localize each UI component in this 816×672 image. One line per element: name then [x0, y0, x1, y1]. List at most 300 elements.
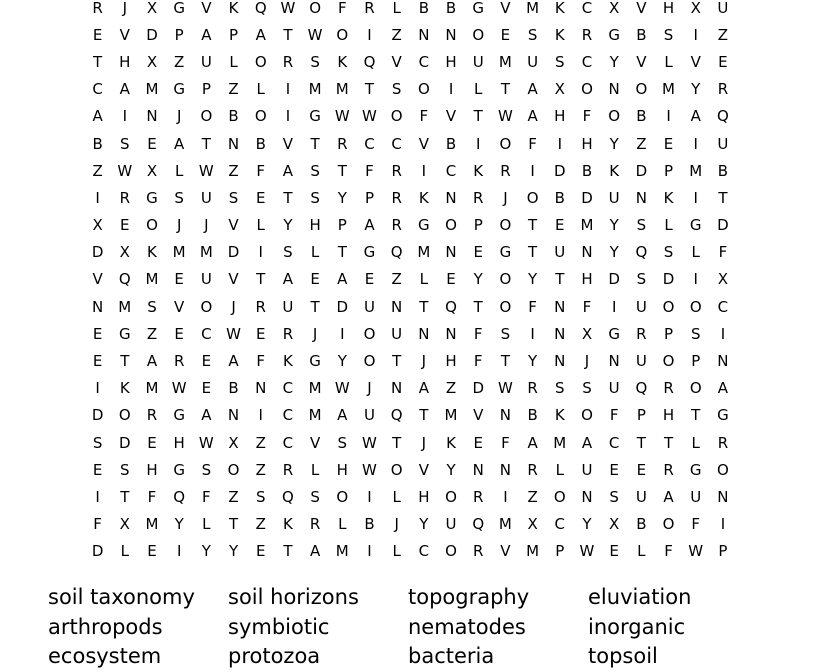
grid-row [84, 130, 740, 157]
grid-letter: V [119, 25, 130, 44]
grid-letter: U [581, 460, 593, 479]
grid-letter: C [445, 161, 457, 180]
grid-letter: T [283, 542, 293, 561]
grid-letter: S [690, 324, 701, 343]
grid-letter: X [609, 0, 620, 17]
grid-letter: M [145, 515, 159, 534]
grid-letter: Z [174, 52, 185, 71]
grid-letter: Z [391, 270, 402, 289]
grid-letter: O [309, 0, 321, 17]
grid-letter: V [309, 433, 321, 452]
grid-letter: V [690, 52, 701, 71]
word-bank-item: inorganic [588, 614, 686, 639]
grid-letter: V [636, 0, 647, 17]
grid-letter: I [666, 107, 671, 126]
grid-letter: S [663, 243, 674, 262]
grid-letter: I [95, 487, 100, 506]
grid-letter: F [501, 433, 510, 452]
grid-letter: S [527, 25, 538, 44]
grid-letter: S [636, 216, 647, 235]
grid-letter: F [528, 134, 537, 153]
grid-letter: X [119, 243, 130, 262]
grid-letter: X [554, 80, 565, 99]
grid-letter: I [693, 188, 698, 207]
grid-letter: B [717, 161, 729, 180]
grid-letter: K [663, 188, 674, 207]
grid-letter: N [717, 352, 729, 371]
grid-row [84, 456, 740, 483]
grid-letter: E [555, 216, 565, 235]
grid-letter: S [609, 487, 619, 506]
grid-letter: W [171, 379, 187, 398]
grid-letter: E [174, 324, 184, 343]
grid-letter: L [338, 515, 347, 534]
grid-letter: N [499, 406, 512, 425]
grid-letter: A [663, 487, 674, 506]
grid-letter: L [664, 216, 673, 235]
grid-letter: V [418, 134, 429, 153]
grid-letter: F [664, 542, 673, 561]
grid-letter: O [553, 487, 566, 506]
grid-letter: F [609, 406, 619, 425]
grid-letter: B [554, 188, 565, 207]
grid-row [84, 293, 740, 320]
grid-letter: P [664, 324, 674, 343]
grid-letter: A [92, 107, 103, 126]
grid-letter: K [337, 52, 348, 71]
grid-letter: H [119, 52, 131, 71]
grid-row [84, 103, 740, 130]
grid-letter: J [421, 352, 427, 371]
grid-letter: I [421, 161, 427, 180]
grid-letter: D [662, 270, 675, 289]
grid-letter: D [554, 161, 566, 180]
grid-letter: Q [254, 0, 267, 17]
grid-letter: L [691, 243, 700, 262]
grid-letter: S [310, 52, 320, 71]
grid-letter: I [285, 107, 291, 126]
grid-letter: G [608, 324, 620, 343]
grid-letter: W [117, 161, 133, 180]
grid-letter: M [444, 406, 458, 425]
grid-letter: R [473, 487, 484, 506]
grid-letter: E [255, 188, 266, 207]
grid-letter: T [500, 352, 510, 371]
grid-letter: F [718, 243, 728, 262]
grid-letter: K [147, 243, 157, 262]
grid-letter: T [256, 270, 266, 289]
grid-letter: Y [174, 515, 184, 534]
word-bank-item: bacteria [408, 644, 495, 668]
grid-letter: H [662, 406, 675, 425]
grid-letter: T [718, 188, 728, 207]
grid-letter: O [227, 460, 240, 479]
grid-letter: I [448, 80, 454, 99]
grid-letter: G [118, 324, 131, 343]
grid-letter: W [198, 161, 214, 180]
grid-letter: U [717, 0, 729, 17]
grid-letter: O [581, 80, 593, 99]
grid-letter: L [174, 161, 184, 180]
grid-letter: N [608, 352, 620, 371]
grid-letter: Q [173, 487, 186, 506]
grid-letter: K [446, 433, 456, 452]
grid-letter: R [173, 352, 185, 371]
grid-letter: S [310, 161, 320, 180]
grid-letter: H [336, 460, 348, 479]
grid-letter: O [336, 487, 349, 506]
grid-letter: G [689, 216, 702, 235]
grid-row [84, 21, 740, 48]
grid-letter: N [499, 460, 512, 479]
grid-letter: S [120, 134, 130, 153]
grid-letter: H [581, 270, 593, 289]
grid-letter: M [662, 80, 675, 99]
grid-letter: O [499, 134, 512, 153]
grid-letter: K [554, 0, 565, 17]
grid-letter: L [419, 270, 429, 289]
grid-letter: R [527, 460, 538, 479]
grid-letter: N [445, 243, 457, 262]
grid-letter: M [145, 379, 159, 398]
grid-letter: X [119, 515, 130, 534]
grid-letter: J [312, 324, 318, 343]
grid-letter: I [176, 542, 182, 561]
grid-letter: H [309, 216, 321, 235]
grid-letter: C [201, 324, 212, 343]
grid-letter: F [691, 515, 701, 534]
grid-letter: L [229, 52, 238, 71]
grid-letter: R [717, 80, 729, 99]
grid-letter: R [282, 460, 294, 479]
grid-letter: X [581, 324, 593, 343]
grid-letter: M [498, 52, 512, 71]
grid-letter: A [309, 542, 321, 561]
grid-letter: V [636, 52, 647, 71]
grid-letter: T [283, 25, 293, 44]
grid-letter: I [557, 134, 562, 153]
grid-letter: E [147, 134, 157, 153]
grid-letter: K [554, 25, 565, 44]
grid-letter: A [146, 352, 158, 371]
grid-letter: R [337, 134, 348, 153]
grid-letter: I [258, 243, 263, 262]
word-bank-item: soil taxonomy [48, 585, 195, 609]
grid-letter: A [337, 270, 348, 289]
grid-letter: T [528, 243, 538, 262]
grid-letter: B [255, 134, 266, 153]
grid-letter: O [445, 542, 457, 561]
grid-letter: N [445, 188, 457, 207]
grid-letter: O [390, 460, 403, 479]
grid-letter: G [173, 406, 185, 425]
grid-letter: E [718, 52, 728, 71]
grid-letter: W [307, 25, 323, 44]
grid-letter: T [419, 406, 429, 425]
grid-letter: N [91, 297, 104, 316]
grid-letter: A [282, 270, 294, 289]
grid-letter: T [93, 52, 103, 71]
grid-letter: I [340, 324, 345, 343]
grid-letter: R [473, 188, 484, 207]
grid-letter: O [363, 352, 376, 371]
grid-letter: R [282, 52, 294, 71]
grid-letter: D [91, 406, 104, 425]
grid-letter: N [146, 107, 158, 126]
grid-letter: J [176, 216, 182, 235]
grid-letter: Z [228, 161, 239, 180]
grid-letter: R [309, 515, 321, 534]
grid-letter: N [227, 406, 240, 425]
grid-row [84, 266, 740, 293]
grid-letter: R [364, 0, 375, 17]
grid-letter: U [635, 352, 647, 371]
grid-letter: O [445, 216, 457, 235]
grid-letter: O [118, 406, 131, 425]
grid-letter: M [308, 379, 322, 398]
grid-letter: C [418, 52, 430, 71]
grid-letter: A [337, 406, 348, 425]
grid-letter: I [693, 134, 698, 153]
grid-letter: M [580, 216, 594, 235]
grid-letter: V [391, 52, 402, 71]
grid-letter: N [391, 297, 403, 316]
word-bank-item: soil horizons [228, 585, 359, 609]
grid-letter: Y [609, 52, 619, 71]
grid-letter: M [498, 515, 512, 534]
grid-letter: C [282, 406, 294, 425]
grid-letter: T [228, 515, 239, 534]
grid-letter: T [392, 352, 402, 371]
grid-row [84, 212, 740, 239]
grid-letter: E [255, 542, 266, 561]
grid-letter: I [503, 487, 508, 506]
grid-letter: K [473, 161, 484, 180]
grid-letter: V [445, 107, 457, 126]
grid-letter: O [254, 52, 267, 71]
grid-letter: V [228, 270, 239, 289]
grid-letter: M [417, 243, 431, 262]
grid-letter: I [95, 188, 100, 207]
grid-letter: H [554, 107, 566, 126]
grid-letter: A [174, 134, 185, 153]
grid-letter: X [717, 270, 729, 289]
grid-letter: L [555, 460, 564, 479]
grid-letter: S [636, 270, 647, 289]
grid-letter: R [500, 161, 511, 180]
grid-letter: B [636, 107, 647, 126]
grid-letter: T [528, 216, 538, 235]
grid-letter: R [146, 406, 158, 425]
grid-letter: O [662, 352, 675, 371]
grid-letter: F [93, 515, 102, 534]
grid-letter: M [335, 542, 349, 561]
grid-letter: D [91, 542, 104, 561]
grid-letter: E [473, 243, 483, 262]
grid-letter: E [446, 270, 456, 289]
grid-letter: T [392, 433, 402, 452]
grid-letter: C [282, 433, 294, 452]
grid-letter: O [689, 297, 702, 316]
grid-letter: E [609, 542, 619, 561]
grid-letter: U [690, 487, 702, 506]
grid-letter: O [635, 80, 648, 99]
grid-letter: S [120, 460, 130, 479]
grid-row [84, 320, 740, 347]
grid-letter: L [664, 52, 673, 71]
grid-letter: Y [609, 134, 619, 153]
grid-letter: L [392, 542, 401, 561]
grid-letter: I [720, 324, 726, 343]
grid-letter: O [717, 460, 729, 479]
grid-letter: B [527, 406, 538, 425]
grid-letter: V [500, 542, 511, 561]
grid-letter: X [92, 216, 103, 235]
grid-letter: D [146, 25, 158, 44]
grid-letter: S [391, 80, 402, 99]
grid-letter: O [608, 107, 621, 126]
grid-letter: H [173, 433, 185, 452]
grid-letter: D [635, 161, 648, 180]
grid-letter: G [717, 406, 729, 425]
grid-letter: T [364, 80, 375, 99]
word-bank-item: protozoa [228, 644, 321, 668]
grid-letter: G [173, 0, 185, 17]
grid-letter: N [717, 487, 729, 506]
grid-row [84, 184, 740, 211]
grid-letter: A [119, 80, 130, 99]
grid-letter: E [473, 433, 483, 452]
grid-letter: Y [582, 515, 592, 534]
grid-letter: D [119, 433, 131, 452]
grid-letter: B [636, 25, 647, 44]
grid-row [84, 157, 740, 184]
grid-letter: E [174, 270, 184, 289]
grid-letter: C [364, 134, 375, 153]
grid-letter: R [255, 297, 266, 316]
grid-letter: N [581, 487, 593, 506]
grid-letter: R [717, 433, 729, 452]
grid-row [84, 0, 740, 21]
grid-letter: R [473, 542, 484, 561]
grid-letter: O [526, 188, 539, 207]
grid-letter: Q [390, 243, 403, 262]
grid-letter: G [608, 25, 620, 44]
grid-letter: F [256, 161, 266, 180]
grid-letter: G [309, 352, 321, 371]
grid-letter: B [92, 134, 103, 153]
grid-letter: F [473, 324, 483, 343]
grid-letter: X [146, 161, 158, 180]
grid-letter: B [364, 515, 375, 534]
grid-letter: W [280, 0, 296, 17]
grid-letter: A [418, 379, 429, 398]
grid-letter: Q [635, 243, 648, 262]
grid-letter: Y [528, 352, 538, 371]
grid-letter: T [310, 297, 320, 316]
grid-letter: P [664, 161, 674, 180]
grid-letter: B [228, 107, 239, 126]
grid-letter: A [717, 379, 729, 398]
grid-letter: B [445, 0, 457, 17]
grid-letter: T [310, 134, 320, 153]
grid-letter: K [609, 161, 620, 180]
grid-letter: M [526, 0, 540, 17]
grid-letter: I [611, 297, 617, 316]
grid-letter: I [258, 406, 263, 425]
grid-letter: O [390, 107, 403, 126]
grid-letter: U [200, 270, 212, 289]
grid-letter: G [309, 107, 321, 126]
grid-letter: O [472, 25, 485, 44]
grid-letter: V [282, 134, 294, 153]
grid-letter: L [310, 243, 320, 262]
grid-letter: R [527, 379, 538, 398]
grid-letter: D [91, 243, 104, 262]
grid-letter: H [445, 352, 457, 371]
grid-letter: S [555, 379, 565, 398]
grid-letter: G [418, 216, 430, 235]
grid-letter: P [555, 542, 565, 561]
grid-letter: R [282, 324, 294, 343]
grid-letter: O [336, 25, 349, 44]
grid-letter: I [693, 25, 698, 44]
grid-letter: E [201, 352, 212, 371]
grid-letter: H [146, 460, 158, 479]
grid-letter: I [95, 379, 100, 398]
grid-letter: Y [201, 542, 211, 561]
grid-letter: C [581, 0, 593, 17]
grid-letter: I [367, 25, 372, 44]
grid-letter: E [92, 25, 103, 44]
grid-letter: O [363, 324, 376, 343]
grid-letter: L [310, 460, 320, 479]
grid-letter: E [636, 460, 647, 479]
grid-letter: L [256, 216, 265, 235]
grid-letter: E [609, 460, 619, 479]
grid-letter: M [526, 542, 540, 561]
grid-letter: N [608, 80, 620, 99]
grid-letter: L [637, 542, 646, 561]
grid-letter: O [662, 515, 675, 534]
grid-letter: A [201, 406, 212, 425]
grid-letter: G [689, 460, 702, 479]
grid-letter: E [500, 25, 511, 44]
grid-letter: E [92, 324, 103, 343]
grid-letter: X [228, 433, 239, 452]
grid-letter: L [202, 515, 211, 534]
grid-letter: U [608, 379, 620, 398]
grid-letter: S [174, 188, 184, 207]
grid-letter: E [147, 433, 157, 452]
grid-letter: N [418, 25, 430, 44]
grid-letter: S [201, 460, 212, 479]
grid-letter: U [635, 297, 647, 316]
grid-letter: Y [337, 352, 347, 371]
grid-letter: Z [255, 433, 266, 452]
grid-letter: Z [92, 161, 103, 180]
grid-letter: N [445, 324, 457, 343]
grid-letter: T [473, 107, 483, 126]
grid-letter: P [636, 406, 646, 425]
grid-letter: V [201, 0, 212, 17]
grid-letter: R [663, 379, 674, 398]
grid-letter: V [500, 0, 511, 17]
grid-letter: E [364, 270, 375, 289]
grid-letter: A [581, 433, 593, 452]
grid-letter: P [718, 542, 728, 561]
grid-row [84, 538, 740, 565]
